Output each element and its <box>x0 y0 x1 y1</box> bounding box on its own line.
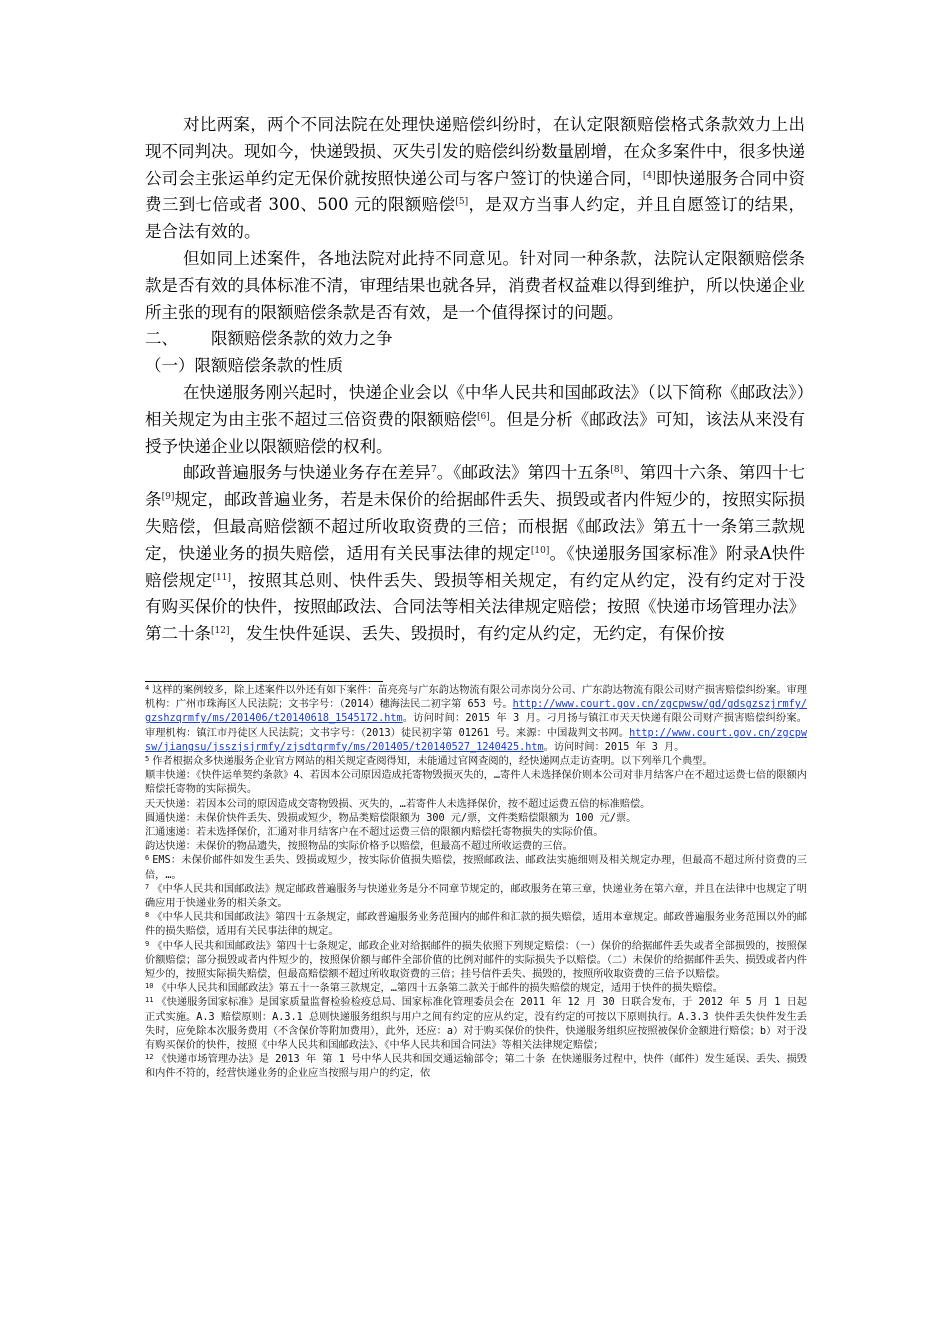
footnote-text: 《中华人民共和国邮政法》规定邮政普遍服务与快递业务是分不同章节规定的，邮政服务在第三章，快递业务在第六章，并且在法律中也规定了明确应用于快递业务的相关条文。 <box>145 883 807 910</box>
citation-ref[interactable]: [10] <box>530 545 550 556</box>
footnote-7 <box>145 883 807 911</box>
footnote-text: 。访问时间：2015 年 3 月。 <box>543 741 685 753</box>
citation-ref[interactable]: [8] <box>610 465 624 476</box>
citation-ref[interactable]: [11] <box>212 572 232 583</box>
footnote-text: 。访问时间：2015 年 3 月。刁月扬与镇江市天天快递有限公司财产损害赔偿纠纷案。审理机构：镇江市丹徒区人民法院；文书字号：（2013）徒民初字第 01261 号。来源：中国裁判文书网。 <box>145 713 807 739</box>
paragraph-text: 、第四十六条、第四十七条 <box>145 463 806 510</box>
paragraph-text: ，按照其总则、快件丢失、毁损等相关规定，有约定从约定，没有约定对于没有购买保价的快件，按照邮政法、合同法等相关法律规定赔偿；按照《快递市场管理办法》第二十条 <box>145 570 806 644</box>
footnote-number: 11 <box>145 996 154 1005</box>
citation-ref[interactable]: [5] <box>455 197 469 208</box>
footnote-5-yunda: 韵达快递：未保价的物品遗失，按照物品的实际价格予以赔偿，但最高不超过所收运费的三倍。 <box>145 841 573 853</box>
court-case-link[interactable]: http://www.court.gov.cn/zgcpwsw/gd/gdsgzszjrmfy/gzshzqrmfy/ms/201406/t20140618_1545172.htm <box>145 699 807 725</box>
footnote-number: 9 <box>145 939 150 948</box>
footnote-10 <box>145 982 807 996</box>
footnote-text: 《中华人民共和国邮政法》第四十七条规定，邮政企业对给据邮件的损失依照下列规定赔偿：（一）保价的给据邮件丢失或者全部损毁的，按照保价额赔偿；部分损毁或者内件短少的，按照保价额与邮件全部价值的比例对邮件的实际损失予以赔偿。（二）未保价的给据邮件丢失、损毁或者内件短少的，按照实际损失赔偿，但最高赔偿额不超过所收取资费的三倍；挂号信件丢失、损毁的，按照所收取资费的三倍予以赔偿。 <box>145 940 807 981</box>
footnote-number: 4 <box>145 684 150 692</box>
paragraph-text: ，发生快件延误、丢失、毁损时，有约定从约定，无约定，有保价按 <box>229 624 725 644</box>
citation-ref[interactable]: [9] <box>161 492 175 503</box>
paragraph-text: 。《快递服务国家标准》附录A快件赔偿规定 <box>145 543 806 590</box>
paragraph-text: ，是双方当事人约定，并且自愿签订的结果，是合法有效的。 <box>145 195 805 242</box>
footnotes <box>145 684 807 1082</box>
footnote-number: 5 <box>145 755 150 764</box>
footnote-text: 这样的案例较多，除上述案件以外还有如下案件：苗亮亮与广东韵达物流有限公司赤岗分公司、广东韵达物流有限公司财产损害赔偿纠纷案。审理机构：广州市珠海区人民法院；文书字号：（2014）穗海法民二初字第 653 号。 <box>145 685 807 711</box>
footnote-6 <box>145 854 807 882</box>
paragraph-text: 在快递服务刚兴起时，快递企业会以《中华人民共和国邮政法》（以下简称《邮政法》）相关规定为由主张不超过三倍资费的限额赔偿 <box>145 382 805 429</box>
footnote-8 <box>145 911 807 939</box>
footnote-11 <box>145 996 807 1053</box>
footnote-separator <box>145 681 383 682</box>
footnote-number: 7 <box>145 882 150 891</box>
footnote-5-shunfeng: 顺丰快递：《快件运单契约条款》4、若因本公司原因造成托寄物毁损灭失的，…寄件人未选择保价则本公司对非月结客户在不超过运费七倍的限额内赔偿托寄物的实际损失。 <box>145 770 807 796</box>
subsection-title: （一）限额赔偿条款的性质 <box>145 356 343 376</box>
footnote-number: 8 <box>145 911 150 920</box>
section-number: 二、 <box>145 329 178 349</box>
footnote-text: 《中华人民共和国邮政法》第五十一条第三款规定，…第四十五条第二款关于邮件的损失赔偿的规定，适用于快件的损失赔偿。 <box>156 983 723 995</box>
footnote-number: 10 <box>145 982 154 991</box>
paragraph-dispute <box>145 246 805 326</box>
footnote-number: 12 <box>145 1053 154 1062</box>
section-title: 限额赔偿条款的效力之争 <box>211 329 393 349</box>
paragraph-text: 邮政普遍服务与快递业务存在差异 <box>182 463 431 483</box>
footnote-5-tiantian: 天天快递：若因本公司的原因造成交寄物毁损、灭失的，…若寄件人未选择保价，按不超过运费五倍的标准赔偿。 <box>145 798 651 810</box>
court-case-link[interactable]: http://www.court.gov.cn/zgcpwsw/jiangsu/jsszjsjrmfy/zjsdtqrmfy/ms/201405/t20140527_1240425.htm <box>145 727 807 753</box>
main-body <box>145 112 805 648</box>
footnote-number: 6 <box>145 854 150 863</box>
paragraph-postal-law <box>145 380 805 460</box>
footnote-text: EMS：未保价邮件如发生丢失、毁损或短少，按实际价值损失赔偿，按照邮政法、邮政法实施细则及相关规定办理，但最高不超过所付资费的三倍，…。 <box>145 855 807 881</box>
section-heading <box>145 326 805 353</box>
footnote-5-yuantong: 圆通快递：未保价快件丢失、毁损或短少，物品类赔偿限额为 300 元/票，文件类赔偿限额为 100 元/票。 <box>145 812 637 824</box>
footnote-text: 《中华人民共和国邮政法》第四十五条规定，邮政普遍服务业务范围内的邮件和汇款的损失赔偿，适用本章规定。邮政普遍服务业务范围以外的邮件的损失赔偿，适用有关民事法律的规定。 <box>145 912 807 938</box>
paragraph-text: 。《邮政法》第四十五条 <box>436 463 611 483</box>
paragraph-comparison <box>145 112 805 246</box>
footnote-5-huitong: 汇通速递：若未选择保价，汇通对非月结客户在不超过运费三倍的限额内赔偿托寄物损失的实际价值。 <box>145 827 604 839</box>
citation-ref[interactable]: [6] <box>476 411 490 422</box>
paragraph-text: 即快递服务合同中资费三到七倍或者 300、500 元的限额赔偿 <box>145 168 806 215</box>
footnote-4 <box>145 684 807 755</box>
footnote-text: 《快递市场管理办法》是 2013 年 第 1 号中华人民共和国交通运输部令；第二十条 在快递服务过程中，快件（邮件）发生延误、丢失、损毁和内件不符的，经营快递业务的企业应当按照与用户的约定，依 <box>145 1054 807 1080</box>
paragraph-text: 对比两案，两个不同法院在处理快递赔偿纠纷时，在认定限额赔偿格式条款效力上出现不同判决。现如今，快递毁损、灭失引发的赔偿纠纷数量剧增，在众多案件中，很多快递公司会主张运单约定无保价就按照快递公司与客户签订的快递合同， <box>145 115 805 188</box>
citation-ref[interactable]: [12] <box>211 626 230 637</box>
footnote-ref[interactable]: 7 <box>430 465 437 476</box>
paragraph-text: 。但是分析《邮政法》可知，该法从来没有授予快递企业以限额赔偿的权利。 <box>145 409 806 456</box>
footnote-9 <box>145 940 807 983</box>
paragraph-text: 规定，邮政普遍业务，若是未保价的给据邮件丢失、损毁或者内件短少的，按照实际损失赔偿，但最高赔偿额不超过所收取资费的三倍；而根据《邮政法》第五十一条第三款规定，快递业务的损失赔偿，适用有关民事法律的规定 <box>145 490 806 563</box>
subsection-heading <box>145 353 805 380</box>
paragraph-difference <box>145 460 805 648</box>
paragraph-text: 但如同上述案件，各地法院对此持不同意见。针对同一种条款，法院认定限额赔偿条款是否有效的具体标准不清，审理结果也就各异，消费者权益难以得到维护，所以快递企业所主张的现有的限额赔偿条款是否有效，是一个值得探讨的问题。 <box>145 248 805 322</box>
footnote-5 <box>145 755 807 769</box>
footnote-text: 作者根据众多快递服务企业官方网站的相关规定查阅得知，未能通过官网查阅的，经快递网点走访查明。以下列举几个典型。 <box>152 756 713 768</box>
footnote-12 <box>145 1053 807 1081</box>
citation-ref[interactable]: [4] <box>642 170 656 181</box>
footnote-text: 《快递服务国家标准》是国家质量监督检验检疫总局、国家标准化管理委员会在 2011 年 12 月 30 日联合发布，于 2012 年 5 月 1 日起正式实施。A.3 赔偿原则：A.3.1 总则快递服务组织与用户之间有约定的应从约定，没有约定的可按以下原则执行。A.3.3 快件丢失快件发生丢失时，应免除本次服务费用（不含保价等附加费用），此外，还应：a）对于购买保价的快件，快递服务组织应按照被保价金额进行赔偿；b）对于没有购买保价的快件，按照《中华人民共和国邮政法》、《中华人民共和国合同法》等相关法律规定赔偿； <box>145 997 807 1052</box>
